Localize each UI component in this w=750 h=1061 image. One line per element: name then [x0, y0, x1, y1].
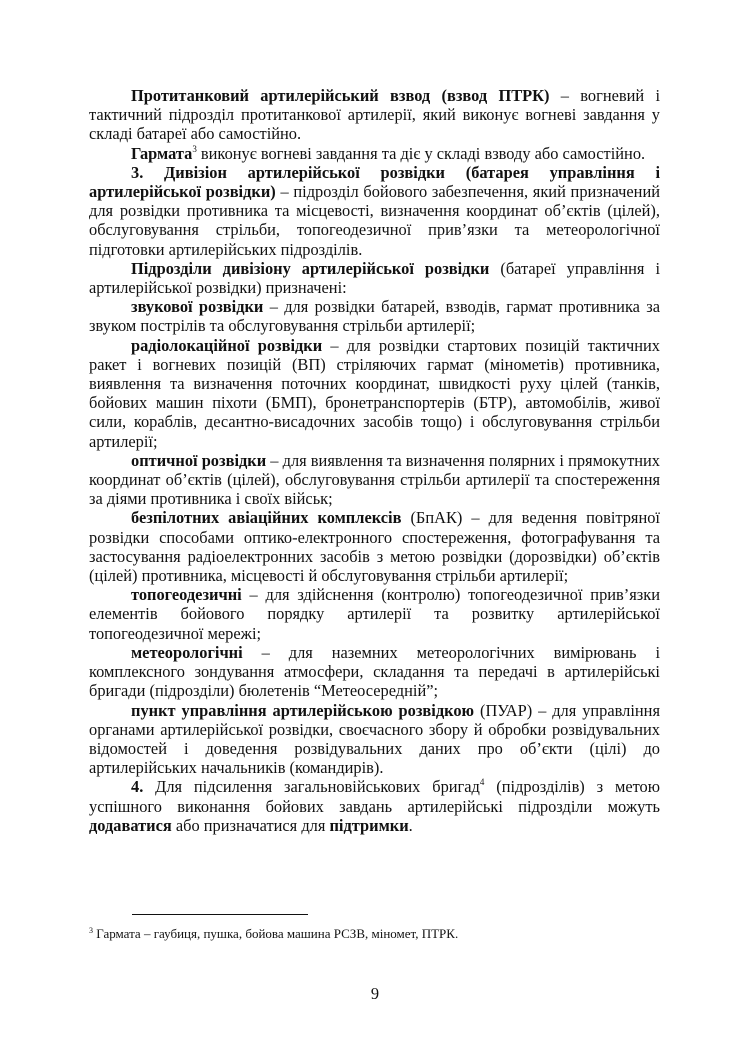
paragraph-radar-recon — [89, 336, 660, 451]
paragraph-uav — [89, 508, 660, 585]
section-number: 4. — [131, 777, 144, 797]
term-anti-tank-platoon: Протитанковий артилерійський взвод (взвод ПТРК) — [131, 86, 550, 105]
footnote-separator — [132, 914, 308, 915]
term-support: підтримки — [329, 815, 409, 835]
paragraph-gun — [89, 144, 660, 163]
term-uav: безпілотних авіаційних комплексів — [131, 508, 402, 528]
paragraph-meteorological — [89, 643, 660, 701]
paragraph-topogeodetic — [89, 585, 660, 643]
term-meteorological: метеорологічні — [131, 642, 243, 662]
definition-text: – для виявлення та визначення полярних і прямокутних координат об’єктів (цілей), обслуговування стрільби артилерії та спостереження за діями противника і своїх військ; — [89, 450, 660, 509]
paragraph-reinforcement — [89, 777, 660, 835]
body-text-segment: . — [408, 815, 413, 835]
term-attach: додаватися — [89, 815, 172, 835]
paragraph-optical-recon — [89, 451, 660, 509]
definition-text: (ПУАР) – для управління органами артилерійської розвідки, своєчасного збору й обробки розвідувальних відомостей і доведення розвідувальних даних про об’єкти (цілі) до артилерійських начальників (командирів). — [89, 700, 660, 778]
footnote-text: Гармата – гаубиця, пушка, бойова машина РСЗВ, міномет, ПТРК. — [93, 926, 459, 941]
definition-text: виконує вогневі завдання та діє у складі взводу або самостійно. — [196, 143, 646, 163]
main-text — [89, 86, 660, 835]
definition-text: – для розвідки батарей, взводів, гармат противника за звуком пострілів та обслуговування стрільби артилерії; — [89, 297, 661, 336]
definition-text: – для наземних метеорологічних вимірювань і комплексного зондування атмосфери, складання та передачі в артилерійські бригади (підрозділи) бюлетенів “Метеосередній”; — [89, 642, 660, 701]
term-recon-command-post: пункт управління артилерійською розвідкою — [131, 700, 475, 720]
paragraph-sound-recon — [89, 297, 660, 335]
body-text-segment: Для підсилення загальновійськових бригад — [143, 777, 480, 797]
term-recon-division: 3. Дивізіон артилерійської розвідки (батарея управління і артилерійської розвідки) — [89, 162, 660, 202]
paragraph-recon-subunits — [89, 259, 660, 297]
footnote-ref: 3 — [192, 143, 197, 154]
paragraph-recon-command-post — [89, 701, 660, 778]
definition-text: – вогневий і тактичний підрозділ протитанкової артилерії, який виконує вогневі завдання у складі батареї або самостійно. — [89, 86, 661, 144]
paragraph-anti-tank-platoon — [89, 86, 660, 144]
term-gun: Гармата — [131, 143, 193, 163]
footnote-ref: 4 — [479, 777, 485, 788]
body-text-segment: (підрозділів) з метою успішного виконання бойових завдань артилерійські підрозділи можуть — [89, 777, 660, 816]
term-recon-subunits: Підрозділи дивізіону артилерійської розвідки — [131, 258, 490, 278]
paragraph-recon-division — [89, 163, 660, 259]
body-text-segment: або призначатися для — [171, 815, 330, 835]
term-topogeodetic: топогеодезичні — [131, 585, 242, 605]
footnote — [89, 926, 660, 942]
footnote-number: 3 — [89, 926, 93, 935]
definition-text: – підрозділ бойового забезпечення, який призначений для розвідки противника та місцевості, визначення координат об’єктів (цілей), обслуговування стрільби, топогеодезичної прив’язки та метеорологічної підготовки артилерійських підрозділів. — [89, 182, 660, 259]
term-optical-recon: оптичної розвідки — [131, 450, 267, 470]
definition-text: (БпАК) – для ведення повітряної розвідки способами оптико-електронного спостереження, фотографування та застосування радіоелектронних засобів з метою розвідки (дорозвідки) об’єктів (цілей) противника, місцевості й обслуговування стрільби артилерії; — [89, 508, 660, 586]
definition-text: – для розвідки стартових позицій тактичних ракет і вогневих позицій (ВП) стріляючих гармат (мінометів) противника, виявлення та визначення поточних координат, швидкості руху цілей (танків, бойових машин піхоти (БМП), бронетранспортерів (БТР), автомобілів, живої сили, кораблів, десантно-висадочних засобів тощо) і обслуговування стрільби артилерії; — [89, 335, 660, 451]
term-sound-recon: звукової розвідки — [131, 297, 264, 317]
definition-text: – для здійснення (контролю) топогеодезичної прив’язки елементів бойового порядку артилерії та розвитку артилерійської топогеодезичної мережі; — [89, 585, 660, 643]
definition-text: (батареї управління і артилерійської розвідки) призначені: — [89, 258, 661, 298]
page-number: 9 — [370, 984, 380, 1003]
term-radar-recon: радіолокаційної розвідки — [131, 335, 323, 355]
